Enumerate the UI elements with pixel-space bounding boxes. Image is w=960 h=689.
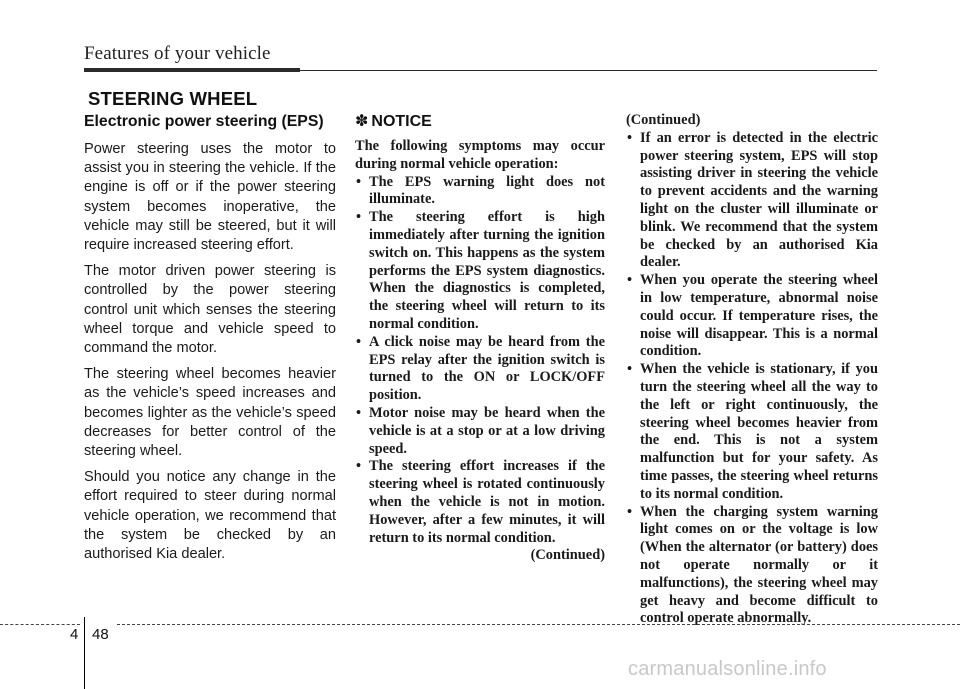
footer-divider-left [0,624,80,625]
footer-vertical-line [84,617,85,689]
list-item: • The steering effort is high immediately after turning the ignition switch on. This happens as the system performs the EPS system diagnostics. When the diagnostics is completed, the steering wheel will return to its normal condition. [355,209,605,334]
left-column [84,112,336,571]
body-paragraph: Power steering uses the motor to assist you in steering the vehicle. If the engine is off or if the power steering system becomes inoperative, the vehicle may still be steered, but it will require increased steering effort. [84,141,336,254]
asterisk-star-icon: ✽ [355,113,369,130]
list-item: • The EPS warning light does not illuminate. [355,174,605,210]
list-item: • Motor noise may be heard when the vehicle is at a stop or at a low driving speed. [355,405,605,458]
page-header-title: Features of your vehicle [84,43,271,64]
header-rule-thick [84,68,300,72]
notice-column [355,112,605,565]
list-item: • When you operate the steering wheel in low temperature, abnormal noise could occur. If temperature rises, the noise will disappear. This is a normal condition. [626,272,878,361]
footer-divider-right [117,624,960,625]
page-number: 48 [92,626,109,643]
notice-bullet-list [355,174,605,548]
notice-intro: The following symptoms may occur during normal vehicle operation: [355,138,605,172]
section-number: 4 [70,626,79,643]
list-item: • When the charging system warning light comes on or the voltage is low (When the alternator (or battery) does not operate normally or it malfunctions), the steering wheel may get heavy and become difficult to control operate abnormally. [626,504,878,629]
right-column [626,112,878,628]
list-item: • A click noise may be heard from the EPS relay after the ignition switch is turned to the ON or LOCK/OFF position. [355,334,605,405]
continued-label: (Continued) [626,112,701,128]
continued-label: (Continued) [530,547,605,564]
body-paragraph: The motor driven power steering is controlled by the power steering control unit which senses the steering wheel torque and vehicle speed to command the motor. [84,263,336,357]
header-rule-thin [300,70,877,71]
body-paragraph: The steering wheel becomes heavier as the vehicle’s speed increases and becomes lighter as the vehicle’s speed decreases for better control of the steering wheel. [84,366,336,460]
list-item: • If an error is detected in the electric power steering system, EPS will stop assisting driver in steering the vehicle to prevent accidents and the warning light on the cluster will illuminate or blink. We recommend that the system be checked by an authorised Kia dealer. [626,130,878,272]
notice-heading [355,112,605,132]
list-item: • The steering effort increases if the steering wheel is rotated continuously when the vehicle is not in motion. However, after a few minutes, it will return to its normal condition. [355,458,605,547]
body-paragraph: Should you notice any change in the effort required to steer during normal vehicle operation, we recommend that the system be checked by an authorised Kia dealer. [84,469,336,563]
section-title: STEERING WHEEL [88,88,258,109]
list-item: • When the vehicle is stationary, if you turn the steering wheel all the way to the left or right continuously, the steering wheel becomes heavier from the end. This is not a system malfunction but for your safety. As time passes, the steering wheel returns to its normal condition. [626,361,878,503]
watermark: carmanualsonline.info [628,658,827,680]
eps-subheading: Electronic power steering (EPS) [84,113,324,130]
notice-title: NOTICE [371,113,432,130]
notice-bullet-list-continued [626,130,878,628]
